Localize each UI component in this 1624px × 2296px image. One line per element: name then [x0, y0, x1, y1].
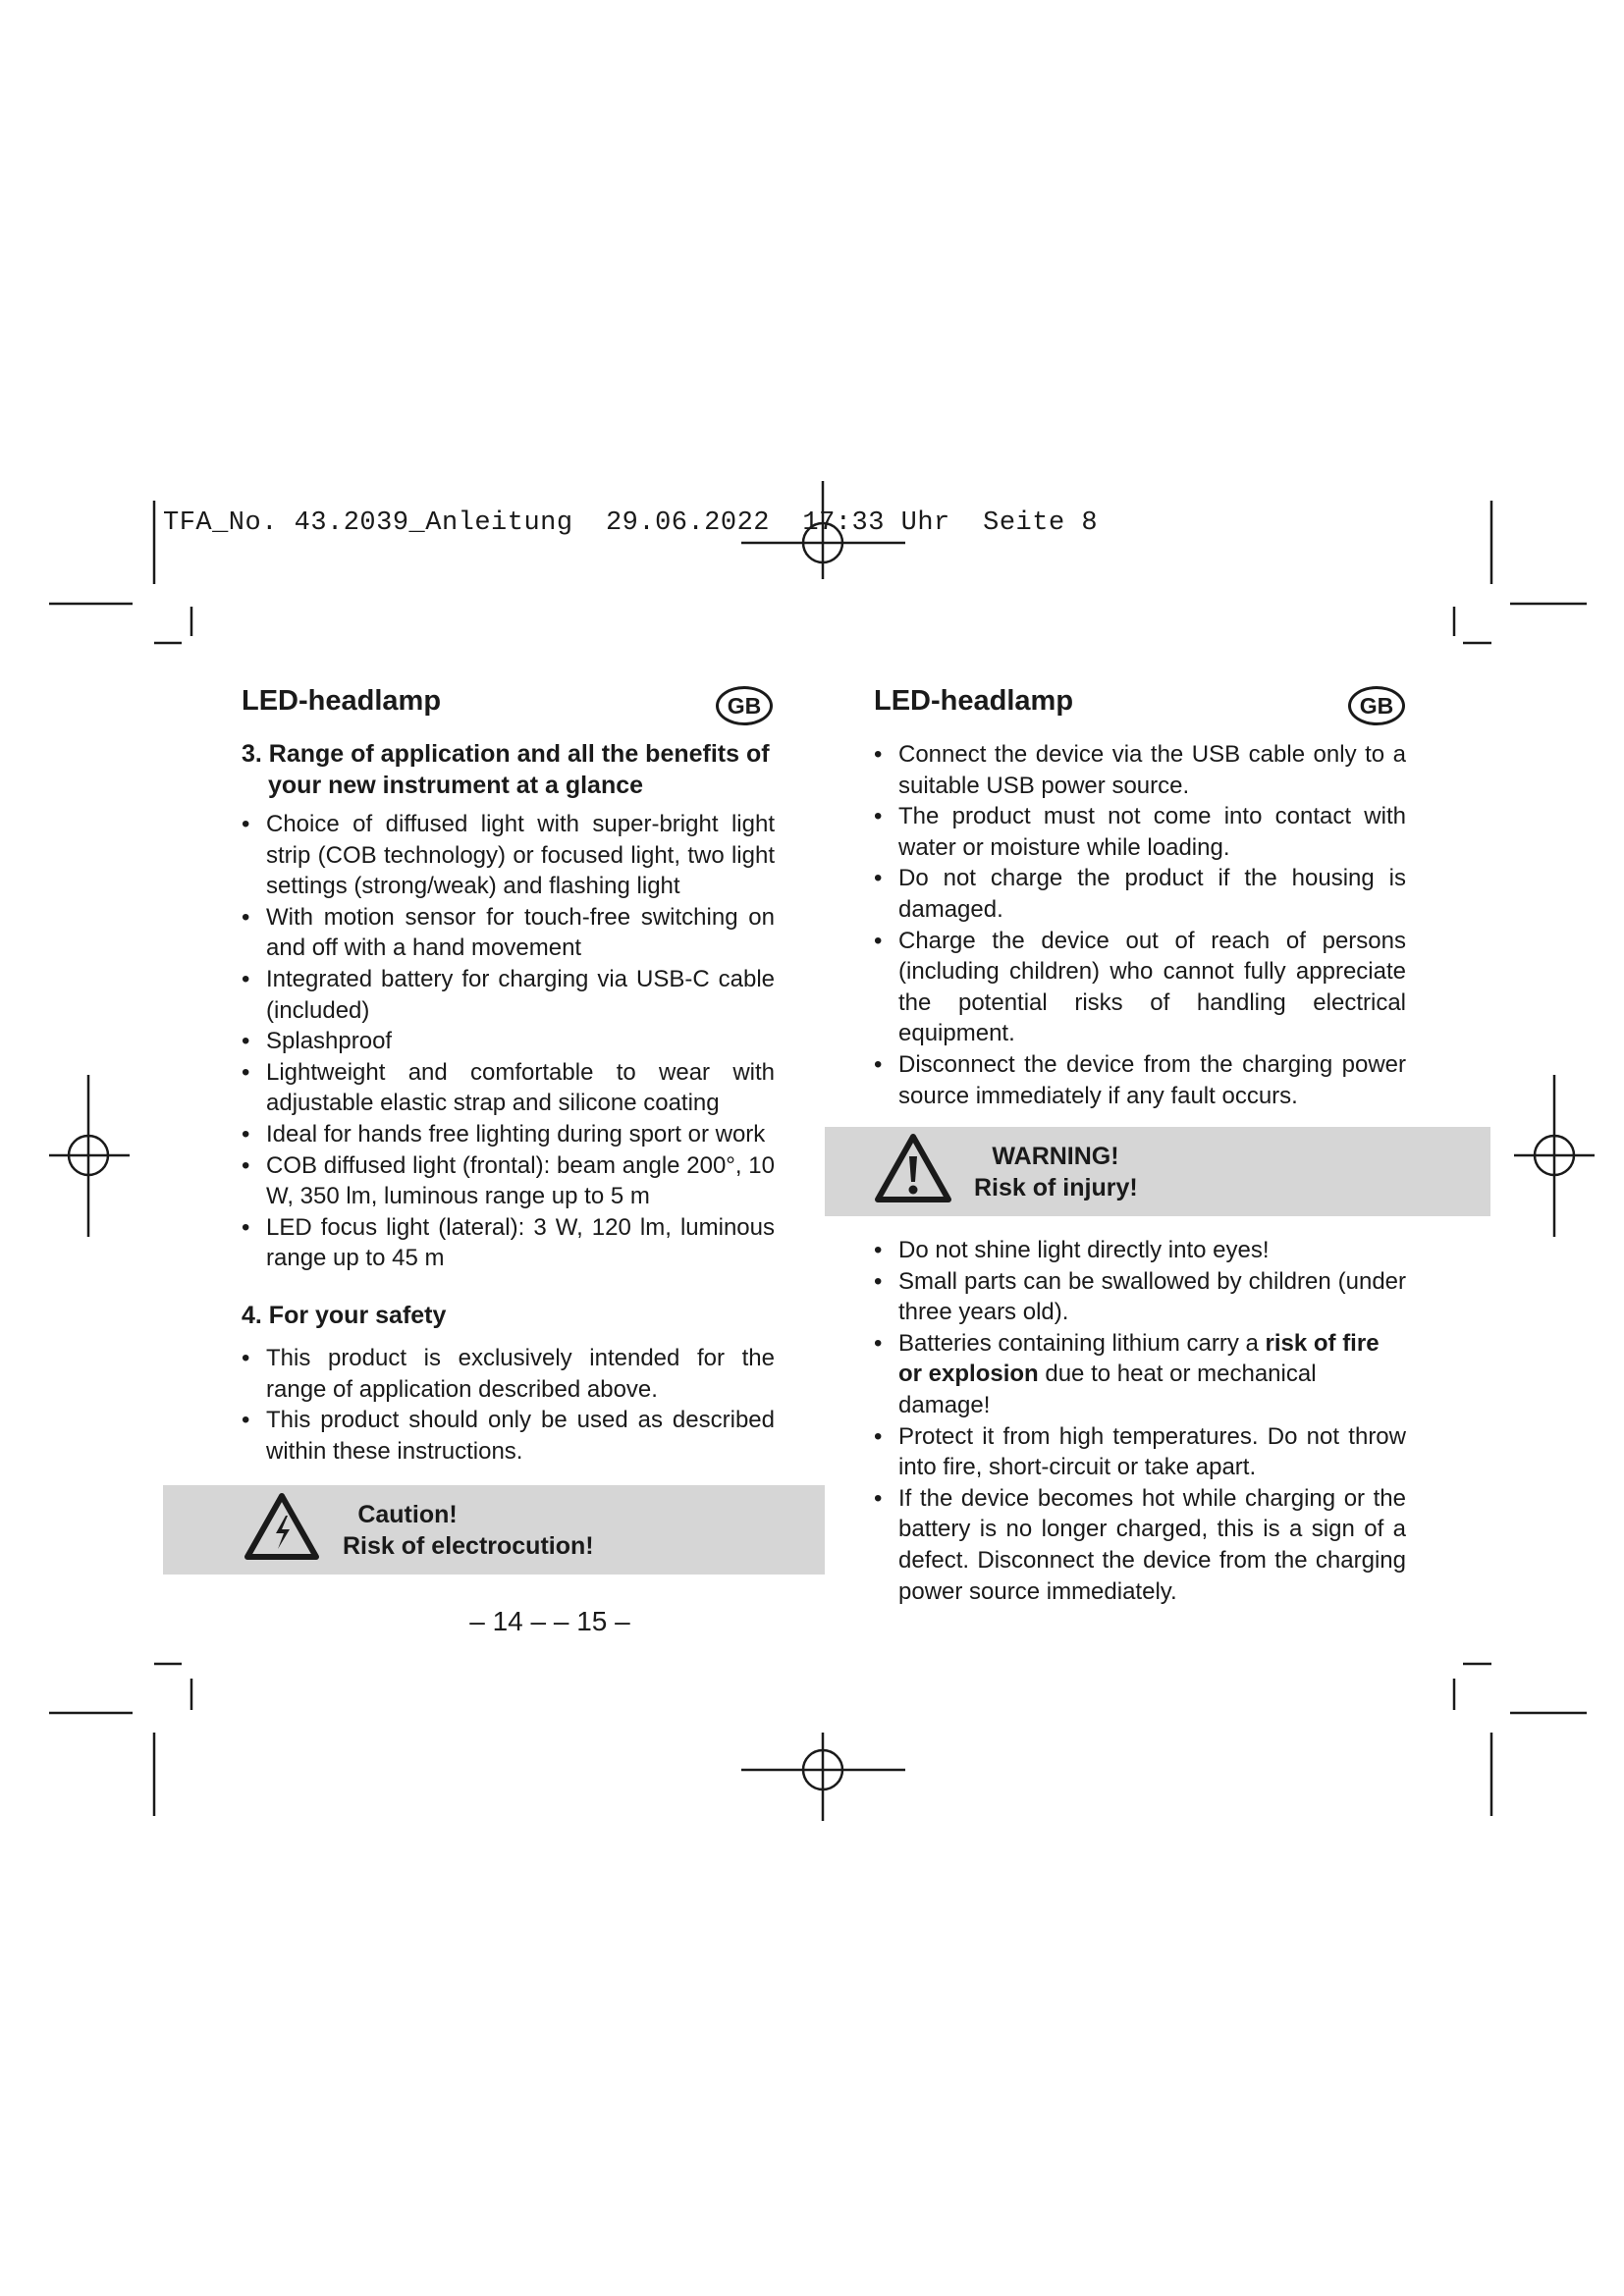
- list-item: • Protect it from high temperatures. Do not throw into fire, short-circuit or take apart.: [872, 1421, 1406, 1483]
- list-item: • This product should only be used as described within these instructions.: [240, 1405, 775, 1467]
- print-slug-line: TFA_No. 43.2039_Anleitung 29.06.2022 17:33 Uhr Seite 8: [163, 508, 1099, 538]
- list-item: • Splashproof: [240, 1026, 775, 1057]
- warning-box: [825, 1127, 1490, 1216]
- list-item: • Choice of diffused light with super-bright light strip (COB technology) or focused light, two light settings (strong/weak) and flashing light: [240, 809, 775, 902]
- section-heading-line: 3. Range of application and all the benefits of: [242, 740, 770, 768]
- list-item: • This product is exclusively intended for the range of application described above.: [240, 1343, 775, 1405]
- list-item: • If the device becomes hot while charging or the battery is no longer charged, this is a sign of a defect. Disconnect the device from the charging power source immediately.: [872, 1483, 1406, 1607]
- list-item-text: Batteries containing lithium carry a: [898, 1329, 1266, 1357]
- list-item: • LED focus light (lateral): 3 W, 120 lm, luminous range up to 45 m: [240, 1212, 775, 1274]
- electric-hazard-icon: [244, 1492, 320, 1561]
- list-item: • Do not charge the product if the housing is damaged.: [872, 863, 1406, 925]
- list-item: • Do not shine light directly into eyes!: [872, 1235, 1406, 1266]
- page-numbers: – 14 – – 15 –: [469, 1606, 630, 1636]
- page-title: LED-headlamp: [874, 685, 1074, 717]
- warning-exclamation-icon: [874, 1133, 952, 1203]
- list-item: • COB diffused light (frontal): beam angle 200°, 10 W, 350 lm, luminous range up to 5 m: [240, 1150, 775, 1212]
- list-item: [872, 1328, 1406, 1421]
- list-item: • Small parts can be swallowed by children (under three years old).: [872, 1266, 1406, 1328]
- charging-list: [872, 739, 1406, 1111]
- caution-box: [163, 1485, 825, 1575]
- list-item: • The product must not come into contact with water or moisture while loading.: [872, 801, 1406, 863]
- warning-title: WARNING!: [992, 1143, 1119, 1170]
- caution-title: Caution!: [357, 1501, 458, 1528]
- section-heading: [242, 738, 791, 801]
- list-item: • Connect the device via the USB cable only to a suitable USB power source.: [872, 739, 1406, 801]
- caution-subtitle: Risk of electrocution!: [343, 1532, 594, 1560]
- list-item-text: due to heat or mechanical damage!: [898, 1361, 1317, 1418]
- list-item: • With motion sensor for touch-free switching on and off with a hand movement: [240, 902, 775, 964]
- list-item: • Disconnect the device from the charging power source immediately if any fault occurs.: [872, 1049, 1406, 1111]
- section-heading: 4. For your safety: [242, 1302, 447, 1329]
- list-item: • Integrated battery for charging via USB-C cable (included): [240, 964, 775, 1026]
- language-badge: GB: [1348, 686, 1405, 725]
- warning-subtitle: Risk of injury!: [974, 1174, 1138, 1201]
- features-list: [240, 809, 775, 1274]
- language-badge: GB: [716, 686, 773, 725]
- list-item-emphasis: risk of fire or explosion: [898, 1329, 1380, 1388]
- safety-list: [240, 1343, 775, 1467]
- list-item: • Charge the device out of reach of persons (including children) who cannot fully appreciate the potential risks of handling electrical equipment.: [872, 926, 1406, 1049]
- list-item: • Ideal for hands free lighting during sport or work: [240, 1119, 775, 1150]
- page-title: LED-headlamp: [242, 685, 442, 717]
- list-item: • Lightweight and comfortable to wear with adjustable elastic strap and silicone coating: [240, 1057, 775, 1119]
- section-heading-line: your new instrument at a glance: [268, 772, 644, 799]
- hazard-list: [872, 1235, 1406, 1607]
